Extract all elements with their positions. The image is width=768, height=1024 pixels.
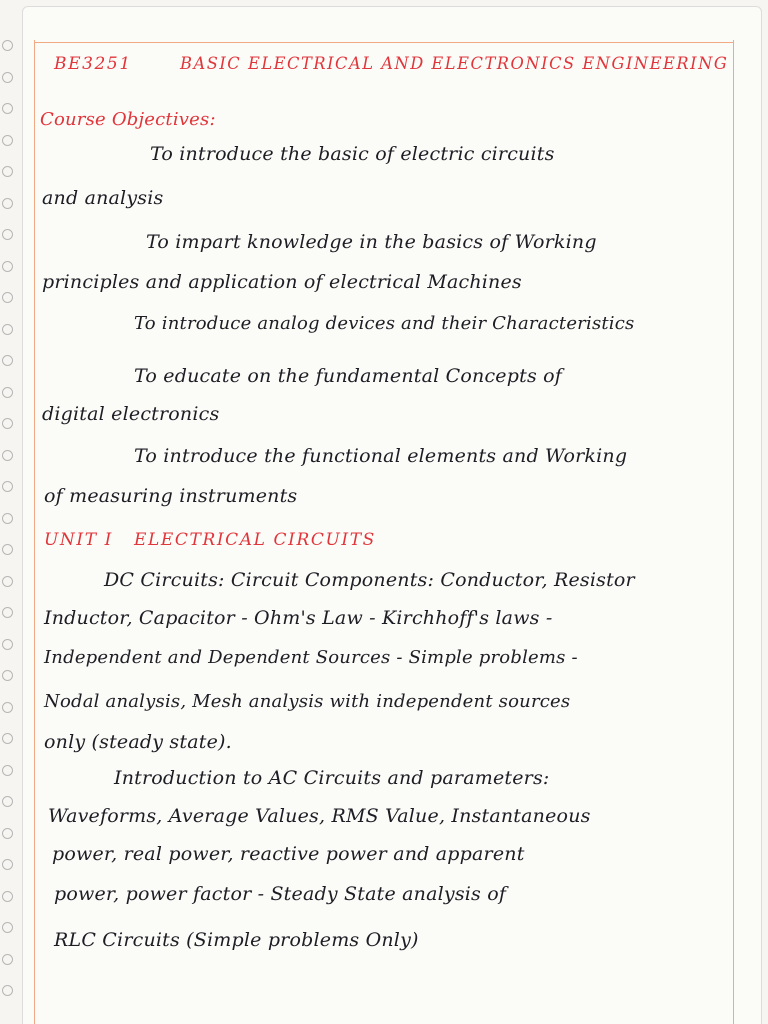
objective-line: digital electronics (42, 403, 220, 425)
binding-ring (2, 733, 13, 744)
objective-line: To introduce analog devices and their Characteristics (134, 313, 635, 334)
binding-ring (2, 40, 13, 51)
binding-ring (2, 481, 13, 492)
top-margin-line (34, 42, 734, 43)
binding-ring (2, 985, 13, 996)
unit-line: Inductor, Capacitor - Ohm's Law - Kirchhoff's laws - (44, 607, 553, 629)
objective-line: of measuring instruments (44, 485, 298, 507)
binding-ring (2, 166, 13, 177)
right-margin-line (733, 40, 734, 1024)
binding-ring (2, 891, 13, 902)
objective-line: To introduce the functional elements and Working (134, 445, 628, 467)
binding-ring (2, 828, 13, 839)
binding-ring (2, 72, 13, 83)
spiral-binding (0, 40, 16, 1020)
binding-ring (2, 576, 13, 587)
binding-ring (2, 765, 13, 776)
binding-ring (2, 513, 13, 524)
binding-ring (2, 670, 13, 681)
binding-ring (2, 639, 13, 650)
objective-line: To educate on the fundamental Concepts of (134, 365, 563, 387)
binding-ring (2, 229, 13, 240)
unit-line: Waveforms, Average Values, RMS Value, Instantaneous (48, 805, 591, 827)
left-margin-line (34, 40, 35, 1024)
binding-ring (2, 954, 13, 965)
unit-line: Independent and Dependent Sources - Simple problems - (44, 647, 578, 668)
binding-ring (2, 261, 13, 272)
binding-ring (2, 859, 13, 870)
unit-line: power, real power, reactive power and apparent (52, 843, 525, 865)
binding-ring (2, 702, 13, 713)
objective-line: principles and application of electrical Machines (42, 271, 522, 293)
objective-line: To impart knowledge in the basics of Working (146, 231, 597, 253)
unit-line: Nodal analysis, Mesh analysis with independent sources (44, 691, 571, 712)
unit-heading: UNIT I ELECTRICAL CIRCUITS (44, 530, 376, 550)
unit-line: only (steady state). (44, 731, 232, 753)
objective-line: To introduce the basic of electric circuits (150, 143, 555, 165)
objective-line: and analysis (42, 187, 164, 209)
unit-line: power, power factor - Steady State analysis of (54, 883, 507, 905)
binding-ring (2, 387, 13, 398)
binding-ring (2, 607, 13, 618)
binding-ring (2, 544, 13, 555)
unit-line: DC Circuits: Circuit Components: Conductor, Resistor (104, 569, 635, 591)
binding-ring (2, 922, 13, 933)
binding-ring (2, 324, 13, 335)
objectives-heading: Course Objectives: (40, 109, 216, 130)
binding-ring (2, 198, 13, 209)
course-code: BE3251 (54, 54, 132, 74)
binding-ring (2, 418, 13, 429)
binding-ring (2, 355, 13, 366)
binding-ring (2, 103, 13, 114)
unit-line: Introduction to AC Circuits and parameters: (114, 767, 550, 789)
course-title: BASIC ELECTRICAL AND ELECTRONICS ENGINEERING (180, 54, 729, 74)
binding-ring (2, 796, 13, 807)
unit-line: RLC Circuits (Simple problems Only) (54, 929, 419, 951)
binding-ring (2, 450, 13, 461)
binding-ring (2, 292, 13, 303)
binding-ring (2, 135, 13, 146)
